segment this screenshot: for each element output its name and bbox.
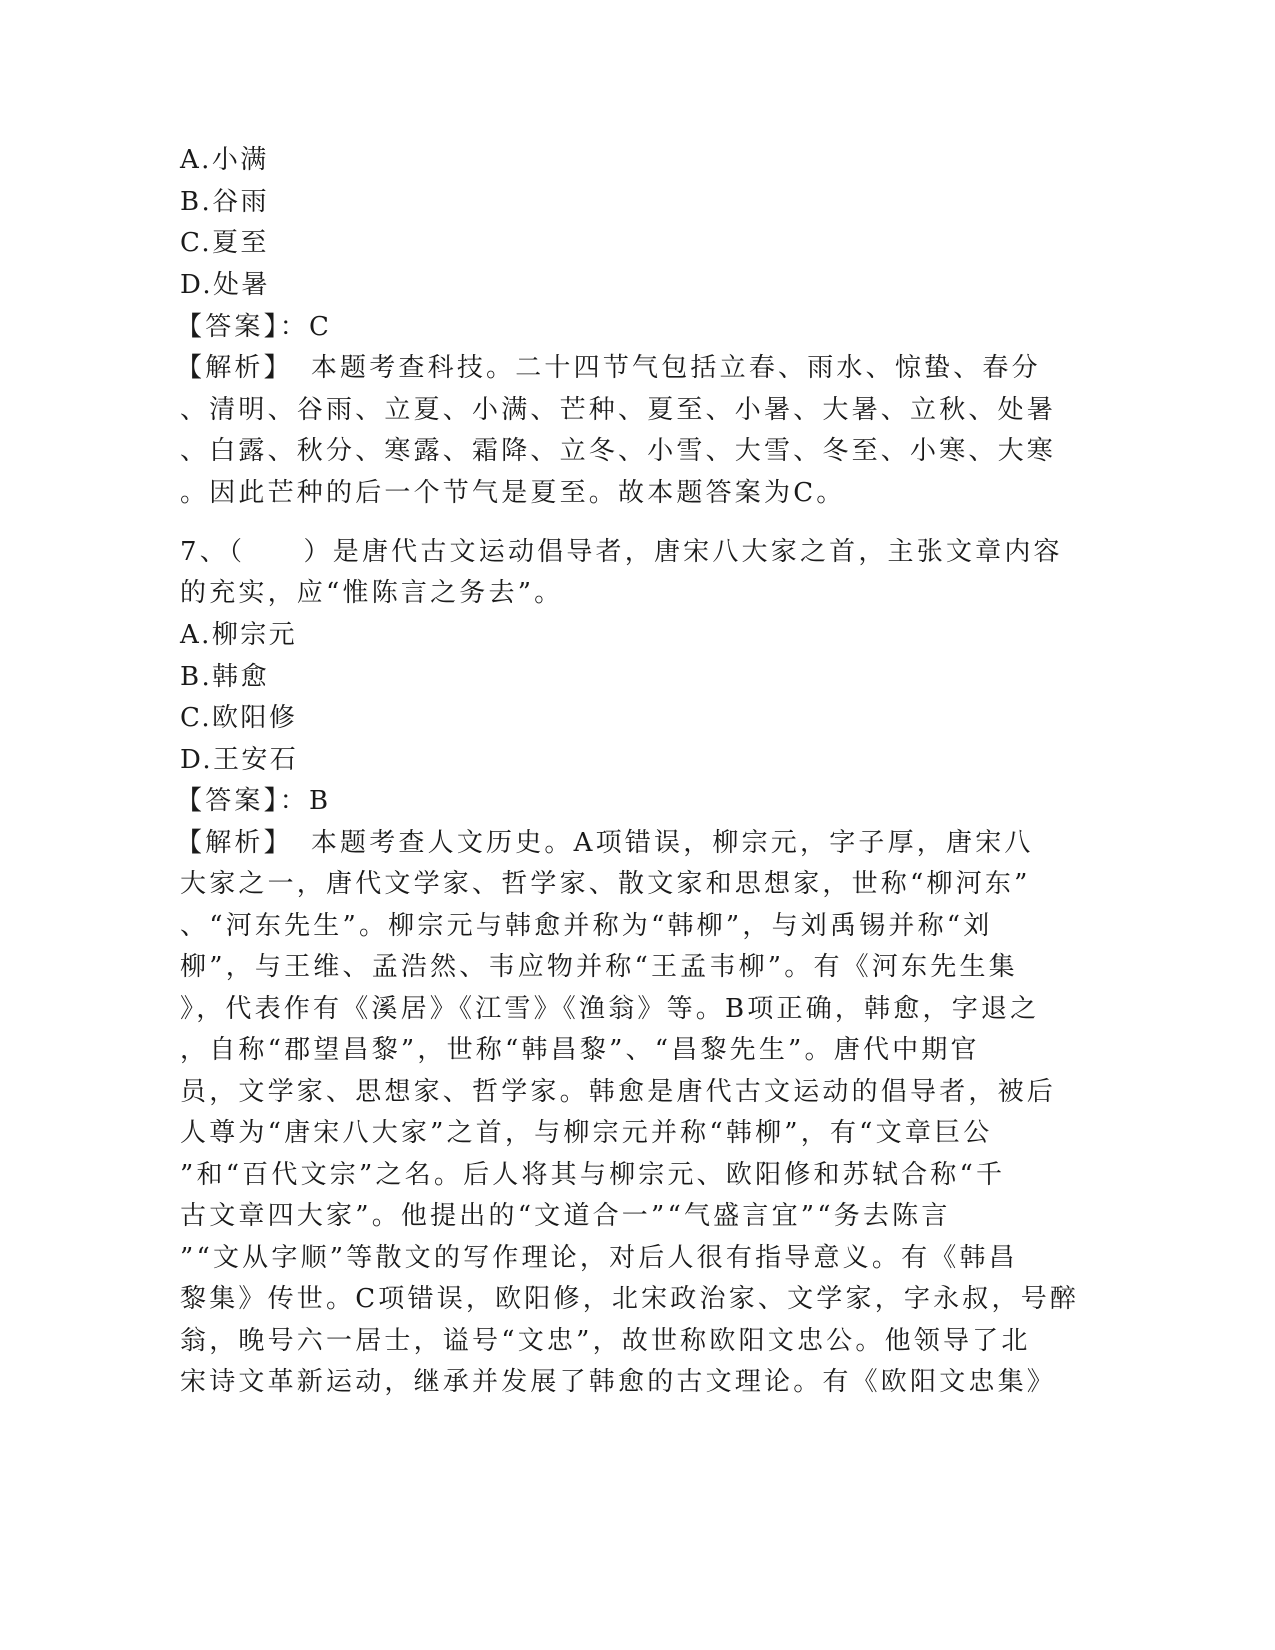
q7-analysis-line-8: 人尊为“唐宋八大家”之首，与柳宗元并称“韩柳”，有“文章巨公	[180, 1118, 993, 1148]
q6-option-c: C.夏至	[180, 228, 269, 258]
q7-analysis-line-1	[176, 822, 1056, 864]
q7-analysis-line-2: 大家之一，唐代文学家、哲学家、散文家和思想家，世称“柳河东”	[180, 869, 1031, 899]
q7-analysis-line-14: 宋诗文革新运动，继承并发展了韩愈的古文理论。有《欧阳文忠集》	[180, 1367, 1057, 1397]
q7-analysis-line-11: ”“文从字顺”等散文的写作理论，对后人很有指导意义。有《韩昌	[180, 1243, 1018, 1273]
q7-analysis-line-9: ”和“百代文宗”之名。后人将其与柳宗元、欧阳修和苏轼合称“千	[180, 1160, 1006, 1190]
q7-analysis-label: 【解析】	[176, 828, 293, 858]
q7-stem-line-2: 的充实，应“惟陈言之务去”。	[180, 578, 564, 608]
q6-analysis-label: 【解析】	[176, 353, 293, 383]
q6-answer: 【答案】：C	[176, 312, 333, 342]
q7-analysis-line-12: 黎集》传世。C项错误，欧阳修，北宋政治家、文学家，字永叔，号醉	[180, 1284, 1080, 1314]
q6-analysis-line-1	[176, 347, 1056, 389]
q7-analysis-line-13: 翁，晚号六一居士，谥号“文忠”，故世称欧阳文忠公。他领导了北	[180, 1326, 1031, 1356]
q7-answer: 【答案】：B	[176, 786, 332, 816]
q7-analysis-line-4: 柳”，与王维、孟浩然、韦应物并称“王孟韦柳”。有《河东先生集	[180, 952, 1018, 982]
q7-analysis-line-7: 员，文学家、思想家、哲学家。韩愈是唐代古文运动的倡导者，被后	[180, 1077, 1057, 1107]
q7-analysis-text-1: 本题考查人文历史。A项错误，柳宗元，字子厚，唐宋八	[310, 828, 1034, 858]
q7-analysis-line-5: 》，代表作有《溪居》《江雪》《渔翁》等。B项正确，韩愈，字退之	[180, 994, 1040, 1024]
q6-analysis-line-3: 、白露、秋分、寒露、霜降、立冬、小雪、大雪、冬至、小寒、大寒	[180, 436, 1057, 466]
q6-option-a: A.小满	[180, 145, 269, 175]
q7-analysis-line-6: ，自称“郡望昌黎”，世称“韩昌黎”、“昌黎先生”。唐代中期官	[180, 1035, 980, 1065]
q7-stem-line-1: 7、（ ）是唐代古文运动倡导者，唐宋八大家之首，主张文章内容	[180, 537, 1063, 567]
q6-analysis-line-2: 、清明、谷雨、立夏、小满、芒种、夏至、小暑、大暑、立秋、处暑	[180, 395, 1057, 425]
q7-option-b: B.韩愈	[180, 662, 269, 692]
q6-analysis-text-1: 本题考查科技。二十四节气包括立春、雨水、惊蛰、春分	[310, 353, 1041, 383]
q7-option-a: A.柳宗元	[180, 620, 298, 650]
q6-option-b: B.谷雨	[180, 187, 269, 217]
q6-analysis-line-4: 。因此芒种的后一个节气是夏至。故本题答案为C。	[180, 478, 846, 508]
q6-option-d: D.处暑	[180, 270, 270, 300]
q7-option-d: D.王安石	[180, 745, 299, 775]
q7-option-c: C.欧阳修	[180, 703, 298, 733]
q7-analysis-line-3: 、“河东先生”。柳宗元与韩愈并称为“韩柳”，与刘禹锡并称“刘	[180, 911, 993, 941]
q7-analysis-line-10: 古文章四大家”。他提出的“文道合一”“气盛言宜”“务去陈言	[180, 1201, 951, 1231]
